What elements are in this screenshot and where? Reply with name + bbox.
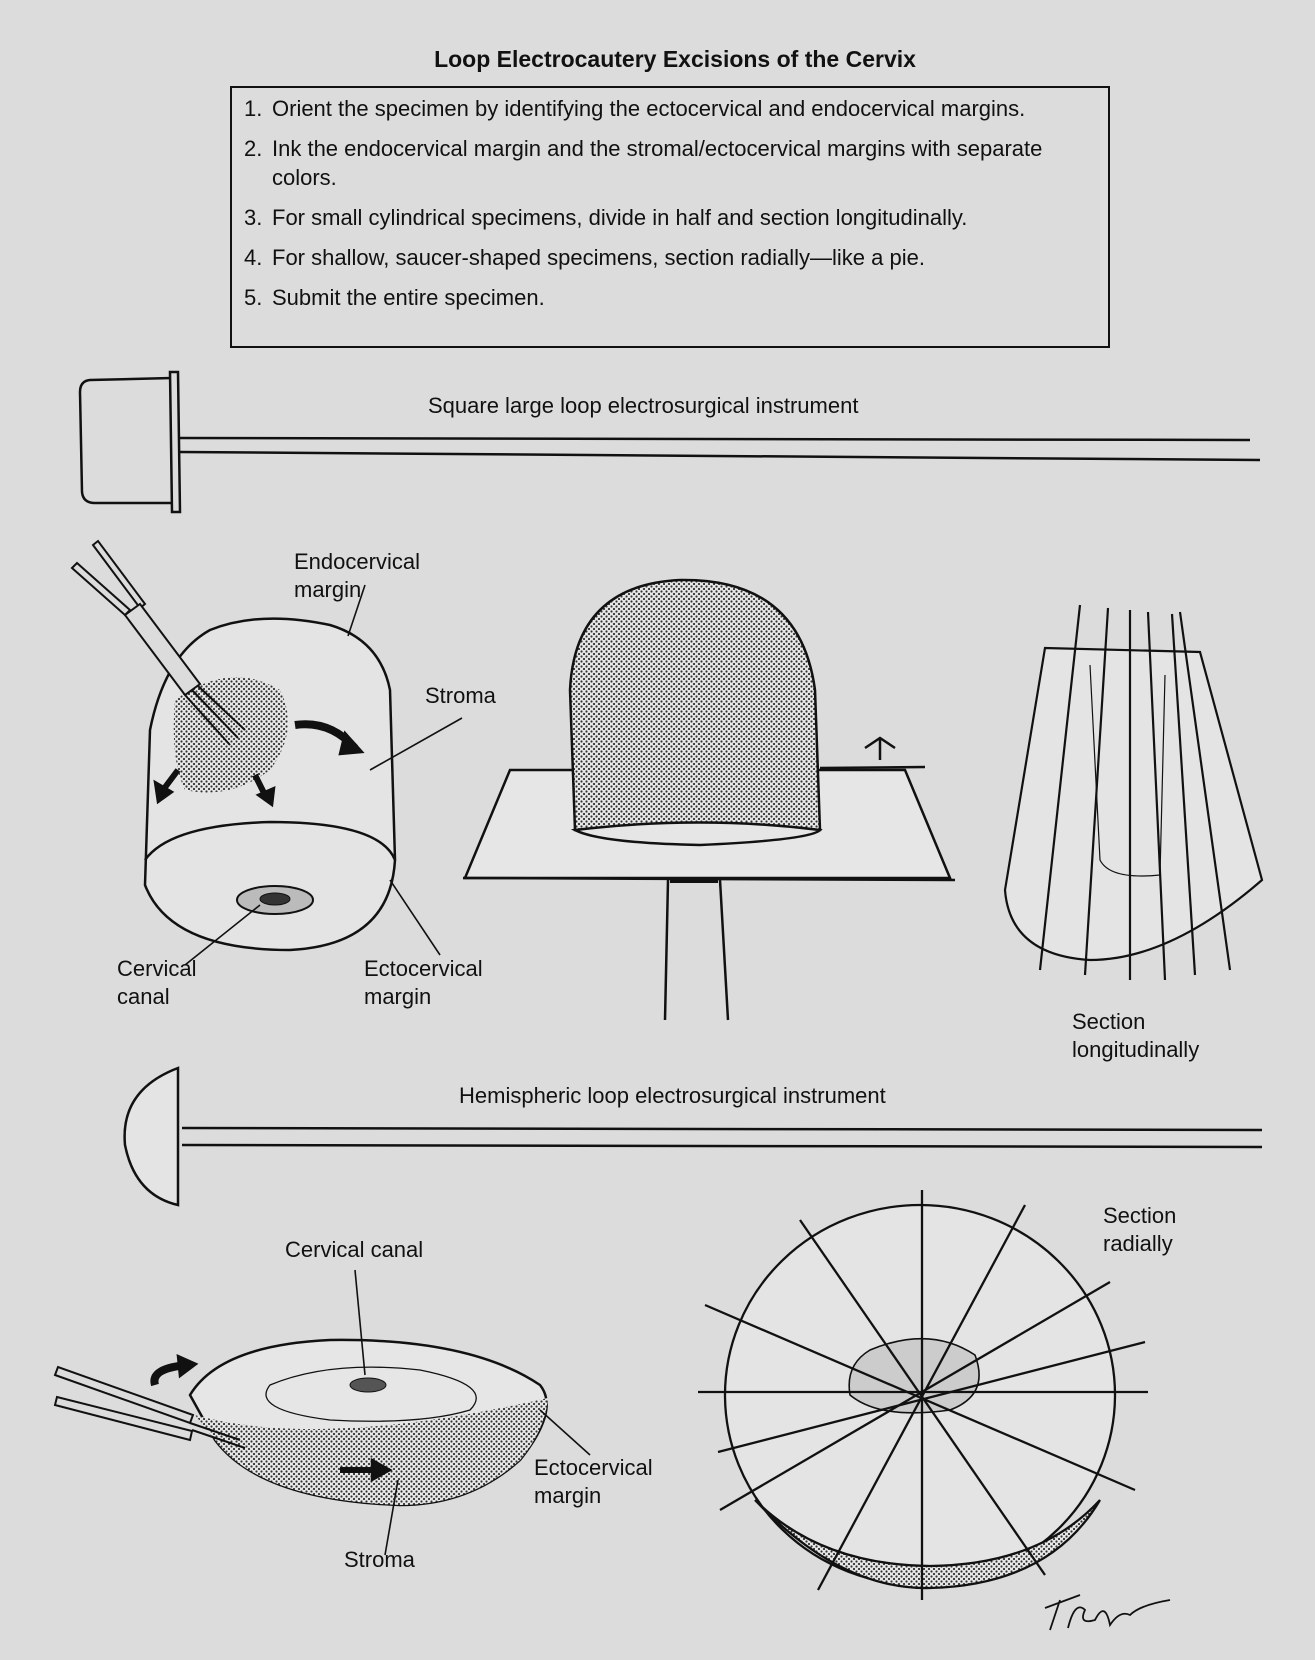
step-item: 1. Orient the specimen by identifying the ectocervical and endocervical margins.	[244, 96, 1026, 121]
step-item: 3. For small cylindrical specimens, divide in half and section longitudinally.	[244, 205, 968, 230]
stroma-label-bottom: Stroma	[344, 1547, 415, 1572]
endocervical-margin-label: Endocervical margin	[294, 549, 420, 602]
longitudinal-sections	[1005, 605, 1262, 980]
square-loop-label: Square large loop electrosurgical instrument	[428, 393, 859, 418]
page-title: Loop Electrocautery Excisions of the Cervix	[434, 46, 916, 72]
artist-signature	[1045, 1595, 1170, 1630]
step-item: 5. Submit the entire specimen.	[244, 285, 545, 310]
hemispheric-loop-label: Hemispheric loop electrosurgical instrument	[459, 1083, 886, 1108]
section-radially-label: Section radially	[1103, 1203, 1177, 1256]
section-longitudinally-label: Section longitudinally	[1072, 1009, 1200, 1062]
cervical-canal-label-top: Cervical canal	[117, 956, 197, 1009]
bisected-specimen-on-slide	[463, 580, 955, 1020]
ectocervical-margin-label-bottom: Ectocervical margin	[534, 1455, 653, 1508]
radial-sections	[698, 1190, 1148, 1600]
step-item: 2. Ink the endocervical margin and the stromal/ectocervical margins with separate colors.	[244, 136, 1043, 190]
cervical-canal-label-bottom: Cervical canal	[285, 1237, 424, 1262]
steps-box	[230, 86, 1110, 348]
step-item: 4. For shallow, saucer-shaped specimens, section radially—like a pie.	[244, 245, 925, 270]
saucer-specimen	[154, 1340, 548, 1505]
ectocervical-margin-label-top: Ectocervical margin	[364, 956, 483, 1009]
stroma-label-top: Stroma	[425, 683, 496, 708]
